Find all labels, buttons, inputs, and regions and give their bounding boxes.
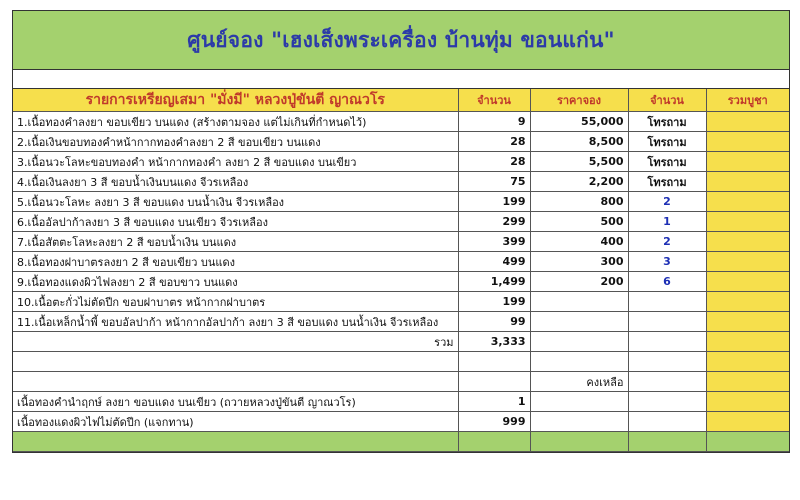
extra-price bbox=[530, 412, 628, 432]
item-name: 6.เนื้ออัลปาก้าลงยา 3 สี ขอบแดง บนเขียว จีวรเหลือง bbox=[13, 212, 458, 232]
item-price: 400 bbox=[530, 232, 628, 252]
extra-item: เนื้อทองคำนำฤกษ์ ลงยา ขอบแดง บนเขียว (ถวายหลวงปู่ขันตี ญาณวโร) bbox=[13, 392, 458, 412]
item-qty2: 1 bbox=[628, 212, 706, 232]
table-row bbox=[13, 292, 789, 312]
item-price: 5,500 bbox=[530, 152, 628, 172]
item-name: 9.เนื้อทองแดงผิวไฟลงยา 2 สี ขอบขาว บนแดง bbox=[13, 272, 458, 292]
remaining-label: คงเหลือ bbox=[530, 372, 628, 392]
item-total[interactable] bbox=[706, 132, 789, 152]
header-item: รายการเหรียญเสมา "มั่งมี" หลวงปู่ขันตี ญาณวโร bbox=[13, 89, 458, 112]
item-name: 10.เนื้อตะกั่วไม่ตัดปีก ขอบฝาบาตร หน้ากากฝาบาตร bbox=[13, 292, 458, 312]
footer-row bbox=[13, 432, 789, 452]
extra-total bbox=[706, 412, 789, 432]
total-qty: 3,333 bbox=[458, 332, 530, 352]
item-qty2: 2 bbox=[628, 192, 706, 212]
item-qty2: 3 bbox=[628, 252, 706, 272]
item-qty: 99 bbox=[458, 312, 530, 332]
remaining-value bbox=[628, 372, 706, 392]
item-qty: 499 bbox=[458, 252, 530, 272]
extra-total bbox=[706, 392, 789, 412]
page-title: ศูนย์จอง "เฮงเส็งพระเครื่อง บ้านทุ่ม ขอนแก่น" bbox=[13, 11, 789, 70]
table-row bbox=[13, 152, 789, 172]
header-price: ราคาจอง bbox=[530, 89, 628, 112]
item-qty2: โทรถาม bbox=[628, 132, 706, 152]
item-name: 8.เนื้อทองฝาบาตรลงยา 2 สี ขอบเขียว บนแดง bbox=[13, 252, 458, 272]
blank-cell bbox=[458, 352, 530, 372]
header-qty: จำนวน bbox=[458, 89, 530, 112]
table-row bbox=[13, 272, 789, 292]
item-name: 3.เนื้อนวะโลหะขอบทองคำ หน้ากากทองคำ ลงยา 2 สี ขอบแดง บนเขียว bbox=[13, 152, 458, 172]
item-total[interactable] bbox=[706, 192, 789, 212]
orders-table bbox=[13, 89, 789, 452]
item-name: 5.เนื้อนวะโลหะ ลงยา 3 สี ขอบแดง บนน้ำเงิน จีวรเหลือง bbox=[13, 192, 458, 212]
item-price: 800 bbox=[530, 192, 628, 212]
extra-price bbox=[530, 392, 628, 412]
table-row bbox=[13, 172, 789, 192]
item-total[interactable] bbox=[706, 292, 789, 312]
item-qty2: 2 bbox=[628, 232, 706, 252]
order-sheet bbox=[12, 10, 790, 453]
item-qty2: 6 bbox=[628, 272, 706, 292]
item-name: 2.เนื้อเงินขอบทองคำหน้ากากทองคำลงยา 2 สี ขอบเขียว บนแดง bbox=[13, 132, 458, 152]
item-price: 500 bbox=[530, 212, 628, 232]
item-name: 1.เนื้อทองคำลงยา ขอบเขียว บนแดง (สร้างตามจอง แต่ไม่เกินที่กำหนดไว้) bbox=[13, 112, 458, 132]
table-row bbox=[13, 252, 789, 272]
extra-row bbox=[13, 412, 789, 432]
item-qty: 299 bbox=[458, 212, 530, 232]
item-price bbox=[530, 312, 628, 332]
item-price: 8,500 bbox=[530, 132, 628, 152]
footer-cell bbox=[706, 432, 789, 452]
footer-cell bbox=[628, 432, 706, 452]
item-total[interactable] bbox=[706, 272, 789, 292]
item-name: 7.เนื้อสัตตะโลหะลงยา 2 สี ขอบน้ำเงิน บนแดง bbox=[13, 232, 458, 252]
total-row bbox=[13, 332, 789, 352]
item-total[interactable] bbox=[706, 172, 789, 192]
item-total[interactable] bbox=[706, 252, 789, 272]
header-total: รวมบูชา bbox=[706, 89, 789, 112]
blank-cell bbox=[13, 352, 458, 372]
extra-qty: 1 bbox=[458, 392, 530, 412]
item-qty: 75 bbox=[458, 172, 530, 192]
item-price: 2,200 bbox=[530, 172, 628, 192]
table-row bbox=[13, 132, 789, 152]
extra-qty2 bbox=[628, 412, 706, 432]
item-qty2 bbox=[628, 312, 706, 332]
item-name: 11.เนื้อเหล็กน้ำพี้ ขอบอัลปาก้า หน้ากากอัลปาก้า ลงยา 3 สี ขอบแดง บนน้ำเงิน จีวรเหลือง bbox=[13, 312, 458, 332]
header-qty2: จำนวน bbox=[628, 89, 706, 112]
blank-row bbox=[13, 352, 789, 372]
blank-total bbox=[706, 352, 789, 372]
remaining-blank bbox=[458, 372, 530, 392]
item-total[interactable] bbox=[706, 232, 789, 252]
item-qty2: โทรถาม bbox=[628, 152, 706, 172]
item-total[interactable] bbox=[706, 112, 789, 132]
extra-item: เนื้อทองแดงผิวไฟไม่ตัดปีก (แจกทาน) bbox=[13, 412, 458, 432]
item-qty: 9 bbox=[458, 112, 530, 132]
item-price: 300 bbox=[530, 252, 628, 272]
item-price: 200 bbox=[530, 272, 628, 292]
item-qty2 bbox=[628, 292, 706, 312]
footer-cell bbox=[458, 432, 530, 452]
item-qty: 28 bbox=[458, 152, 530, 172]
total-label: รวม bbox=[13, 332, 458, 352]
extra-qty2 bbox=[628, 392, 706, 412]
table-row bbox=[13, 192, 789, 212]
item-price bbox=[530, 292, 628, 312]
item-qty: 28 bbox=[458, 132, 530, 152]
item-total[interactable] bbox=[706, 212, 789, 232]
table-row bbox=[13, 312, 789, 332]
extra-qty: 999 bbox=[458, 412, 530, 432]
item-qty2: โทรถาม bbox=[628, 112, 706, 132]
remaining-row bbox=[13, 372, 789, 392]
total-sum[interactable] bbox=[706, 332, 789, 352]
footer-cell bbox=[530, 432, 628, 452]
item-qty: 199 bbox=[458, 292, 530, 312]
remaining-total bbox=[706, 372, 789, 392]
extra-row bbox=[13, 392, 789, 412]
table-row bbox=[13, 232, 789, 252]
table-row bbox=[13, 112, 789, 132]
item-total[interactable] bbox=[706, 312, 789, 332]
item-qty: 1,499 bbox=[458, 272, 530, 292]
blank-cell bbox=[628, 352, 706, 372]
item-name: 4.เนื้อเงินลงยา 3 สี ขอบน้ำเงินบนแดง จีวรเหลือง bbox=[13, 172, 458, 192]
blank-cell bbox=[530, 352, 628, 372]
item-price: 55,000 bbox=[530, 112, 628, 132]
total-price bbox=[530, 332, 628, 352]
spacer-row bbox=[13, 70, 789, 89]
header-row bbox=[13, 89, 789, 112]
item-qty2: โทรถาม bbox=[628, 172, 706, 192]
footer-cell bbox=[13, 432, 458, 452]
item-qty: 399 bbox=[458, 232, 530, 252]
item-total[interactable] bbox=[706, 152, 789, 172]
remaining-blank bbox=[13, 372, 458, 392]
total-qty2 bbox=[628, 332, 706, 352]
item-qty: 199 bbox=[458, 192, 530, 212]
table-row bbox=[13, 212, 789, 232]
